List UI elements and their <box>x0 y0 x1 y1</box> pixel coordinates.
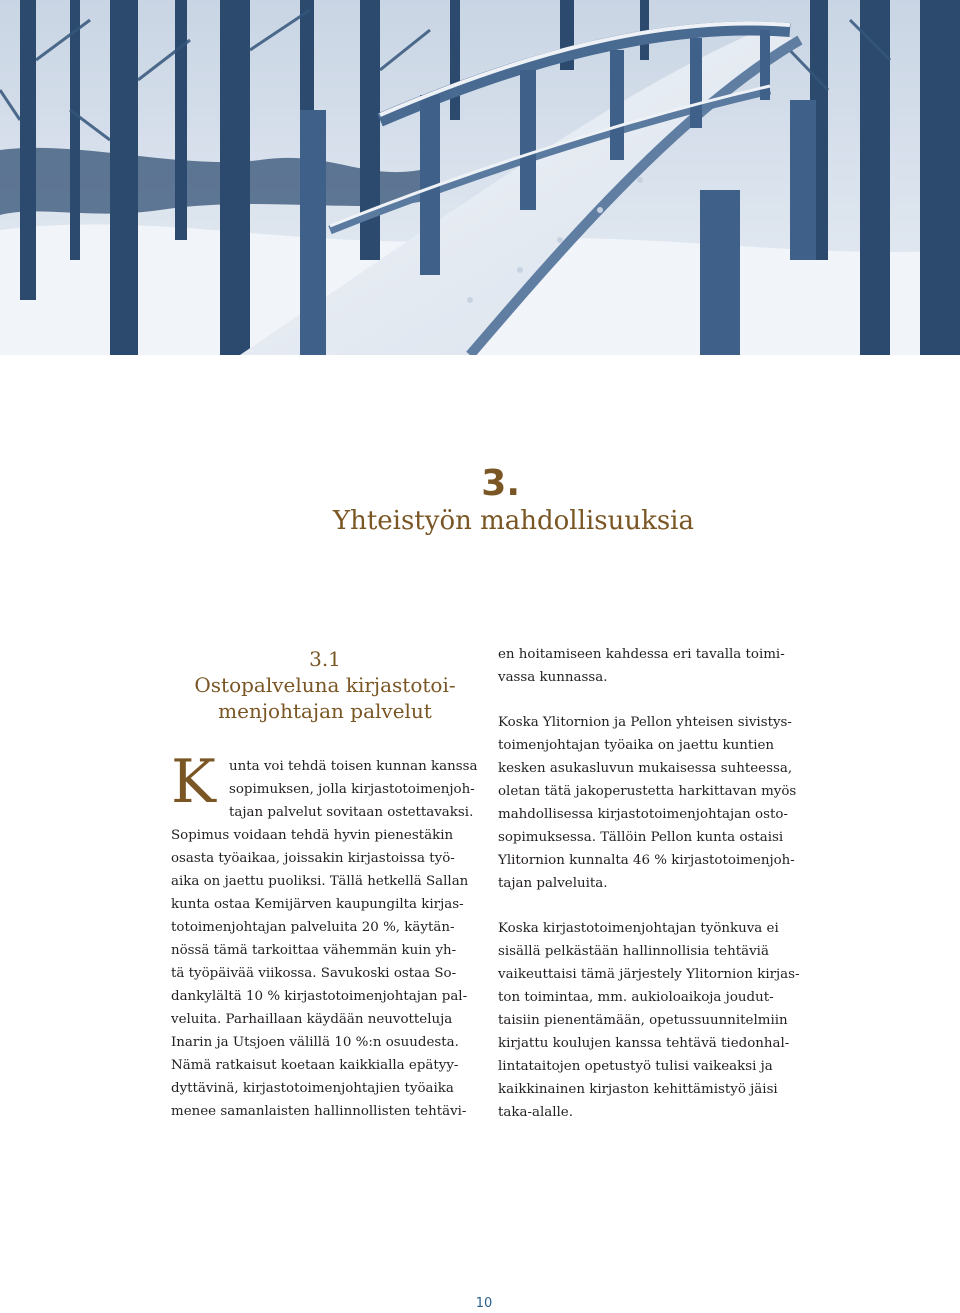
section-number: 3.1 <box>309 647 341 671</box>
text-line: sopimuksessa. Tällöin Pellon kunta ostaisi <box>498 830 784 845</box>
text-line: menee samanlaisten hallinnollisten tehtävi- <box>171 1104 467 1119</box>
cover-photo-snowy-bridge <box>0 0 960 355</box>
text-line: Koska Ylitornion ja Pellon yhteisen sivistys- <box>498 715 792 730</box>
text-line: vassa kunnassa. <box>498 670 608 685</box>
text-line: mahdollisessa kirjastotoimenjohtajan osto- <box>498 807 788 822</box>
text-line: Inarin ja Utsjoen välillä 10 %:n osuudesta. <box>171 1035 459 1050</box>
text-line: lintataitojen opetustyö tulisi vaikeaksi ja <box>498 1059 773 1074</box>
text-line: sopimuksen, jolla kirjastotoimenjoh- <box>229 782 475 797</box>
text-line: totoimenjohtajan palveluita 20 %, käytän- <box>171 920 455 935</box>
text-line: Ylitornion kunnalta 46 % kirjastotoimenjoh- <box>498 853 795 868</box>
text-line: ton toimintaa, mm. aukioloaikoja joudut- <box>498 990 774 1005</box>
text-line: oletan tätä jakoperustetta harkittavan myös <box>498 784 797 799</box>
section-title-line: Ostopalveluna kirjastotoi- <box>194 673 456 697</box>
text-line: dankylältä 10 % kirjastotoimenjohtajan pal- <box>171 989 468 1004</box>
text-line: nössä tämä tarkoittaa vähemmän kuin yh- <box>171 943 457 958</box>
chapter-title: Yhteistyön mahdollisuuksia <box>332 506 694 536</box>
text-line: sisällä pelkästään hallinnollisia tehtäviä <box>498 944 769 959</box>
text-line: vaikeuttaisi tämä järjestely Ylitornion kirjas- <box>498 967 800 982</box>
text-line: en hoitamiseen kahdessa eri tavalla toimi- <box>498 647 785 662</box>
text-line: tajan palvelut sovitaan ostettavaksi. <box>229 805 474 820</box>
text-line: dyttävinä, kirjastotoimenjohtajien työaika <box>171 1081 454 1096</box>
text-line: taka-alalle. <box>498 1105 573 1120</box>
chapter-number: 3. <box>481 463 520 504</box>
text-line: aika on jaettu puoliksi. Tällä hetkellä Sallan <box>171 874 469 889</box>
text-line: veluita. Parhaillaan käydään neuvotteluja <box>171 1012 453 1027</box>
left-column-text <box>171 755 481 1123</box>
section-title-line: menjohtajan palvelut <box>218 699 432 723</box>
text-line: kaikkinainen kirjaston kehittämistyö jäisi <box>498 1082 778 1097</box>
text-line: Koska kirjastotoimenjohtajan työnkuva ei <box>498 921 779 936</box>
text-line: tajan palveluita. <box>498 876 608 891</box>
text-line: tä työpäivää viikossa. Savukoski ostaa So- <box>171 966 457 981</box>
text-line: osasta työaikaa, joissakin kirjastoissa työ- <box>171 851 455 866</box>
right-column-text <box>498 643 818 1124</box>
text-line: kirjattu koulujen kanssa tehtävä tiedonhal- <box>498 1036 790 1051</box>
paragraph <box>498 643 818 689</box>
drop-cap: K <box>171 747 216 817</box>
section-heading <box>170 646 480 724</box>
paragraph <box>498 711 818 895</box>
text-line: kunta ostaa Kemijärven kaupungilta kirjas- <box>171 897 464 912</box>
text-line: taisiin pienentämään, opetussuunnitelmiin <box>498 1013 788 1028</box>
text-line: Nämä ratkaisut koetaan kaikkialla epätyy- <box>171 1058 459 1073</box>
text-line: unta voi tehdä toisen kunnan kanssa <box>229 759 478 774</box>
text-line: kesken asukasluvun mukaisessa suhteessa, <box>498 761 793 776</box>
text-line: Sopimus voidaan tehdä hyvin pienestäkin <box>171 828 454 843</box>
text-line: toimenjohtajan työaika on jaettu kuntien <box>498 738 775 753</box>
paragraph <box>498 917 818 1124</box>
page-number: 10 <box>475 1296 493 1311</box>
